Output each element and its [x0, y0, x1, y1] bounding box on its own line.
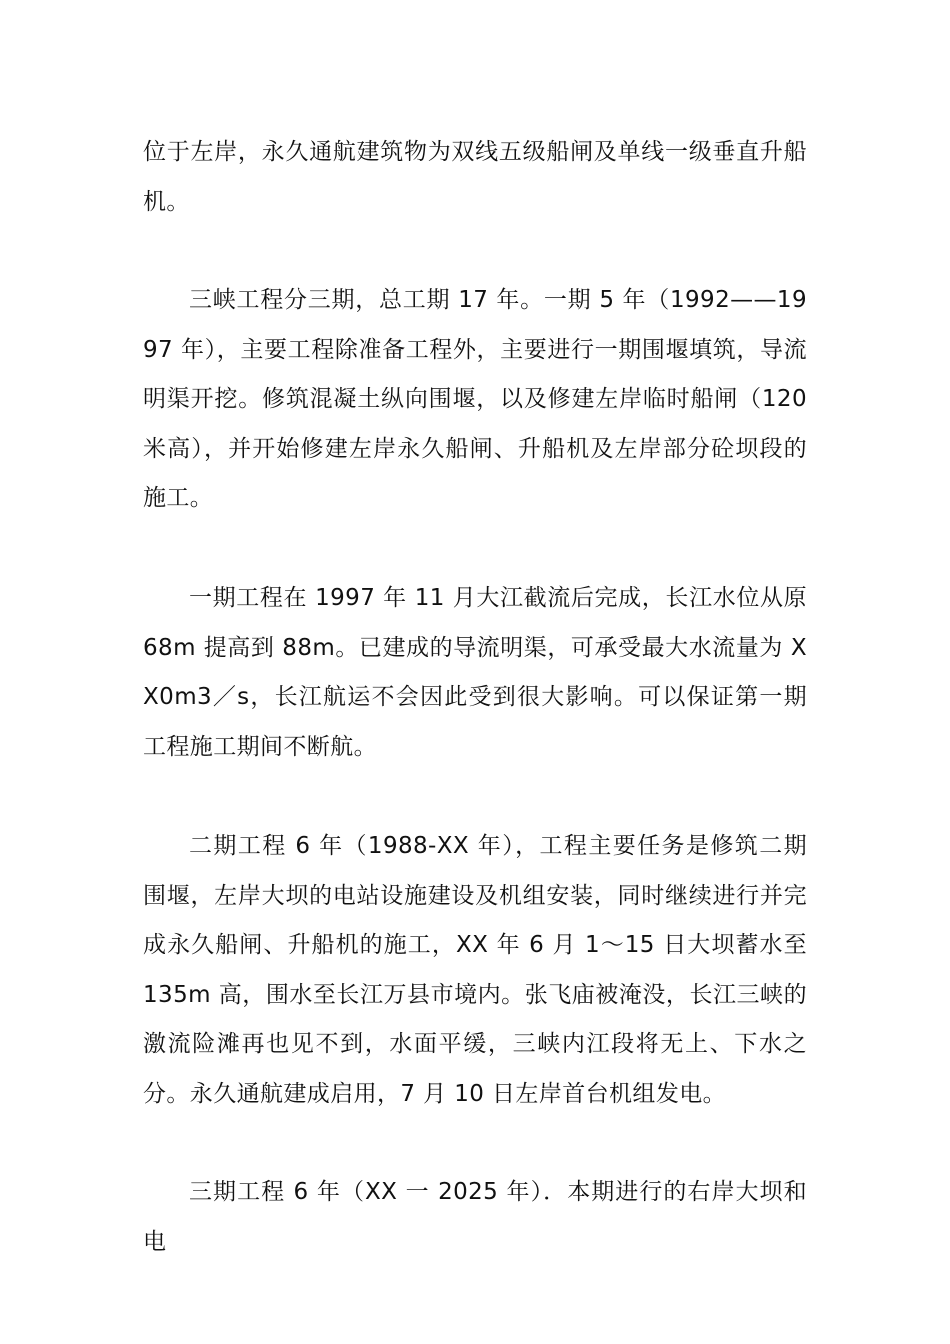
paragraph-3: 一期工程在 1997 年 11 月大江截流后完成，长江水位从原 68m 提高到 88m。已建成的导流明渠，可承受最大水流量为 XX0m3／s，长江航运不会因此受到很大影响。可以保证第一期工程施工期间不断航。: [143, 585, 807, 760]
paragraph-4: 二期工程 6 年（1988-XX 年），工程主要任务是修筑二期围堰，左岸大坝的电站设施建设及机组安装，同时继续进行并完成永久船闸、升船机的施工，XX 年 6 月 1～15 日大坝蓄水至 135m 高，围水至长江万县市境内。张飞庙被淹没，长江三峡的激流险滩再也见不到，水面平缓，三峡内江段将无上、下水之分。永久通航建成启用，7 月 10 日左岸首台机组发电。: [143, 833, 807, 1107]
paragraph-1: 位于左岸，永久通航建筑物为双线五级船闸及单线一级垂直升船机。: [143, 139, 807, 215]
paragraph-5: 三期工程 6 年（XX 一 2025 年）．本期进行的右岸大坝和电: [143, 1179, 807, 1255]
paragraph-2: 三峡工程分三期，总工期 17 年。一期 5 年（1992——1997 年），主要工程除准备工程外，主要进行一期围堰填筑，导流明渠开挖。修筑混凝土纵向围堰，以及修建左岸临时船闸（120 米高），并开始修建左岸永久船闸、升船机及左岸部分砼坝段的施工。: [143, 287, 807, 511]
